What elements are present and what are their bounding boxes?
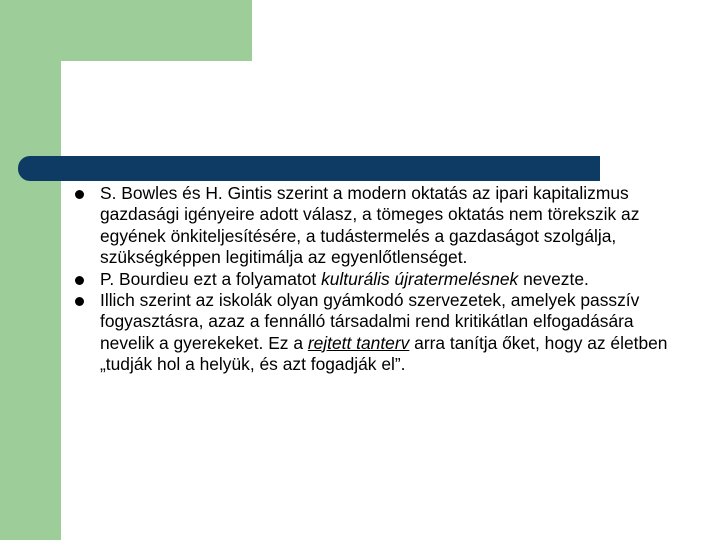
italic-term: kulturális újratermelésnek [321, 268, 519, 289]
green-accent-left [0, 0, 61, 540]
bullet-text-before: Illich szerint az iskolák olyan gyámkodó szervezetek, amelyek passzív fogyasztásra, azaz a fennálló társadalmi rend kritikátlan elfogadására nevelik a gyerekeket. Ez a [100, 290, 640, 353]
bullet-text-after: arra tanítja őket, hogy az életben „tudják hol a helyük, és azt fogadják el”. [100, 332, 668, 375]
bullet-item [75, 183, 675, 269]
bullet-list [75, 183, 675, 376]
bullet-dot-icon [75, 297, 84, 306]
bullet-text-before: P. Bourdieu ezt a folyamatot [100, 268, 322, 289]
bullet-dot-icon [75, 276, 84, 285]
italic-underlined-term: rejtett tanterv [307, 332, 410, 353]
bullet-text: S. Bowles és H. Gintis szerint a modern oktatás az ipari kapitalizmus gazdasági igényeire adott válasz, a tömeges oktatás nem törekszik az egyének önkiteljesítésére, a tudástermelés a gazdaságot szolgálja, szükségképpen legitimálja az egyenlőtlenséget. [100, 183, 640, 268]
bullet-item [75, 269, 675, 290]
bullet-text-after: nevezte. [518, 268, 589, 289]
bullet-dot-icon [75, 190, 84, 199]
content-panel-corner [61, 61, 101, 101]
title-bar [18, 156, 600, 181]
bullet-item [75, 290, 675, 376]
